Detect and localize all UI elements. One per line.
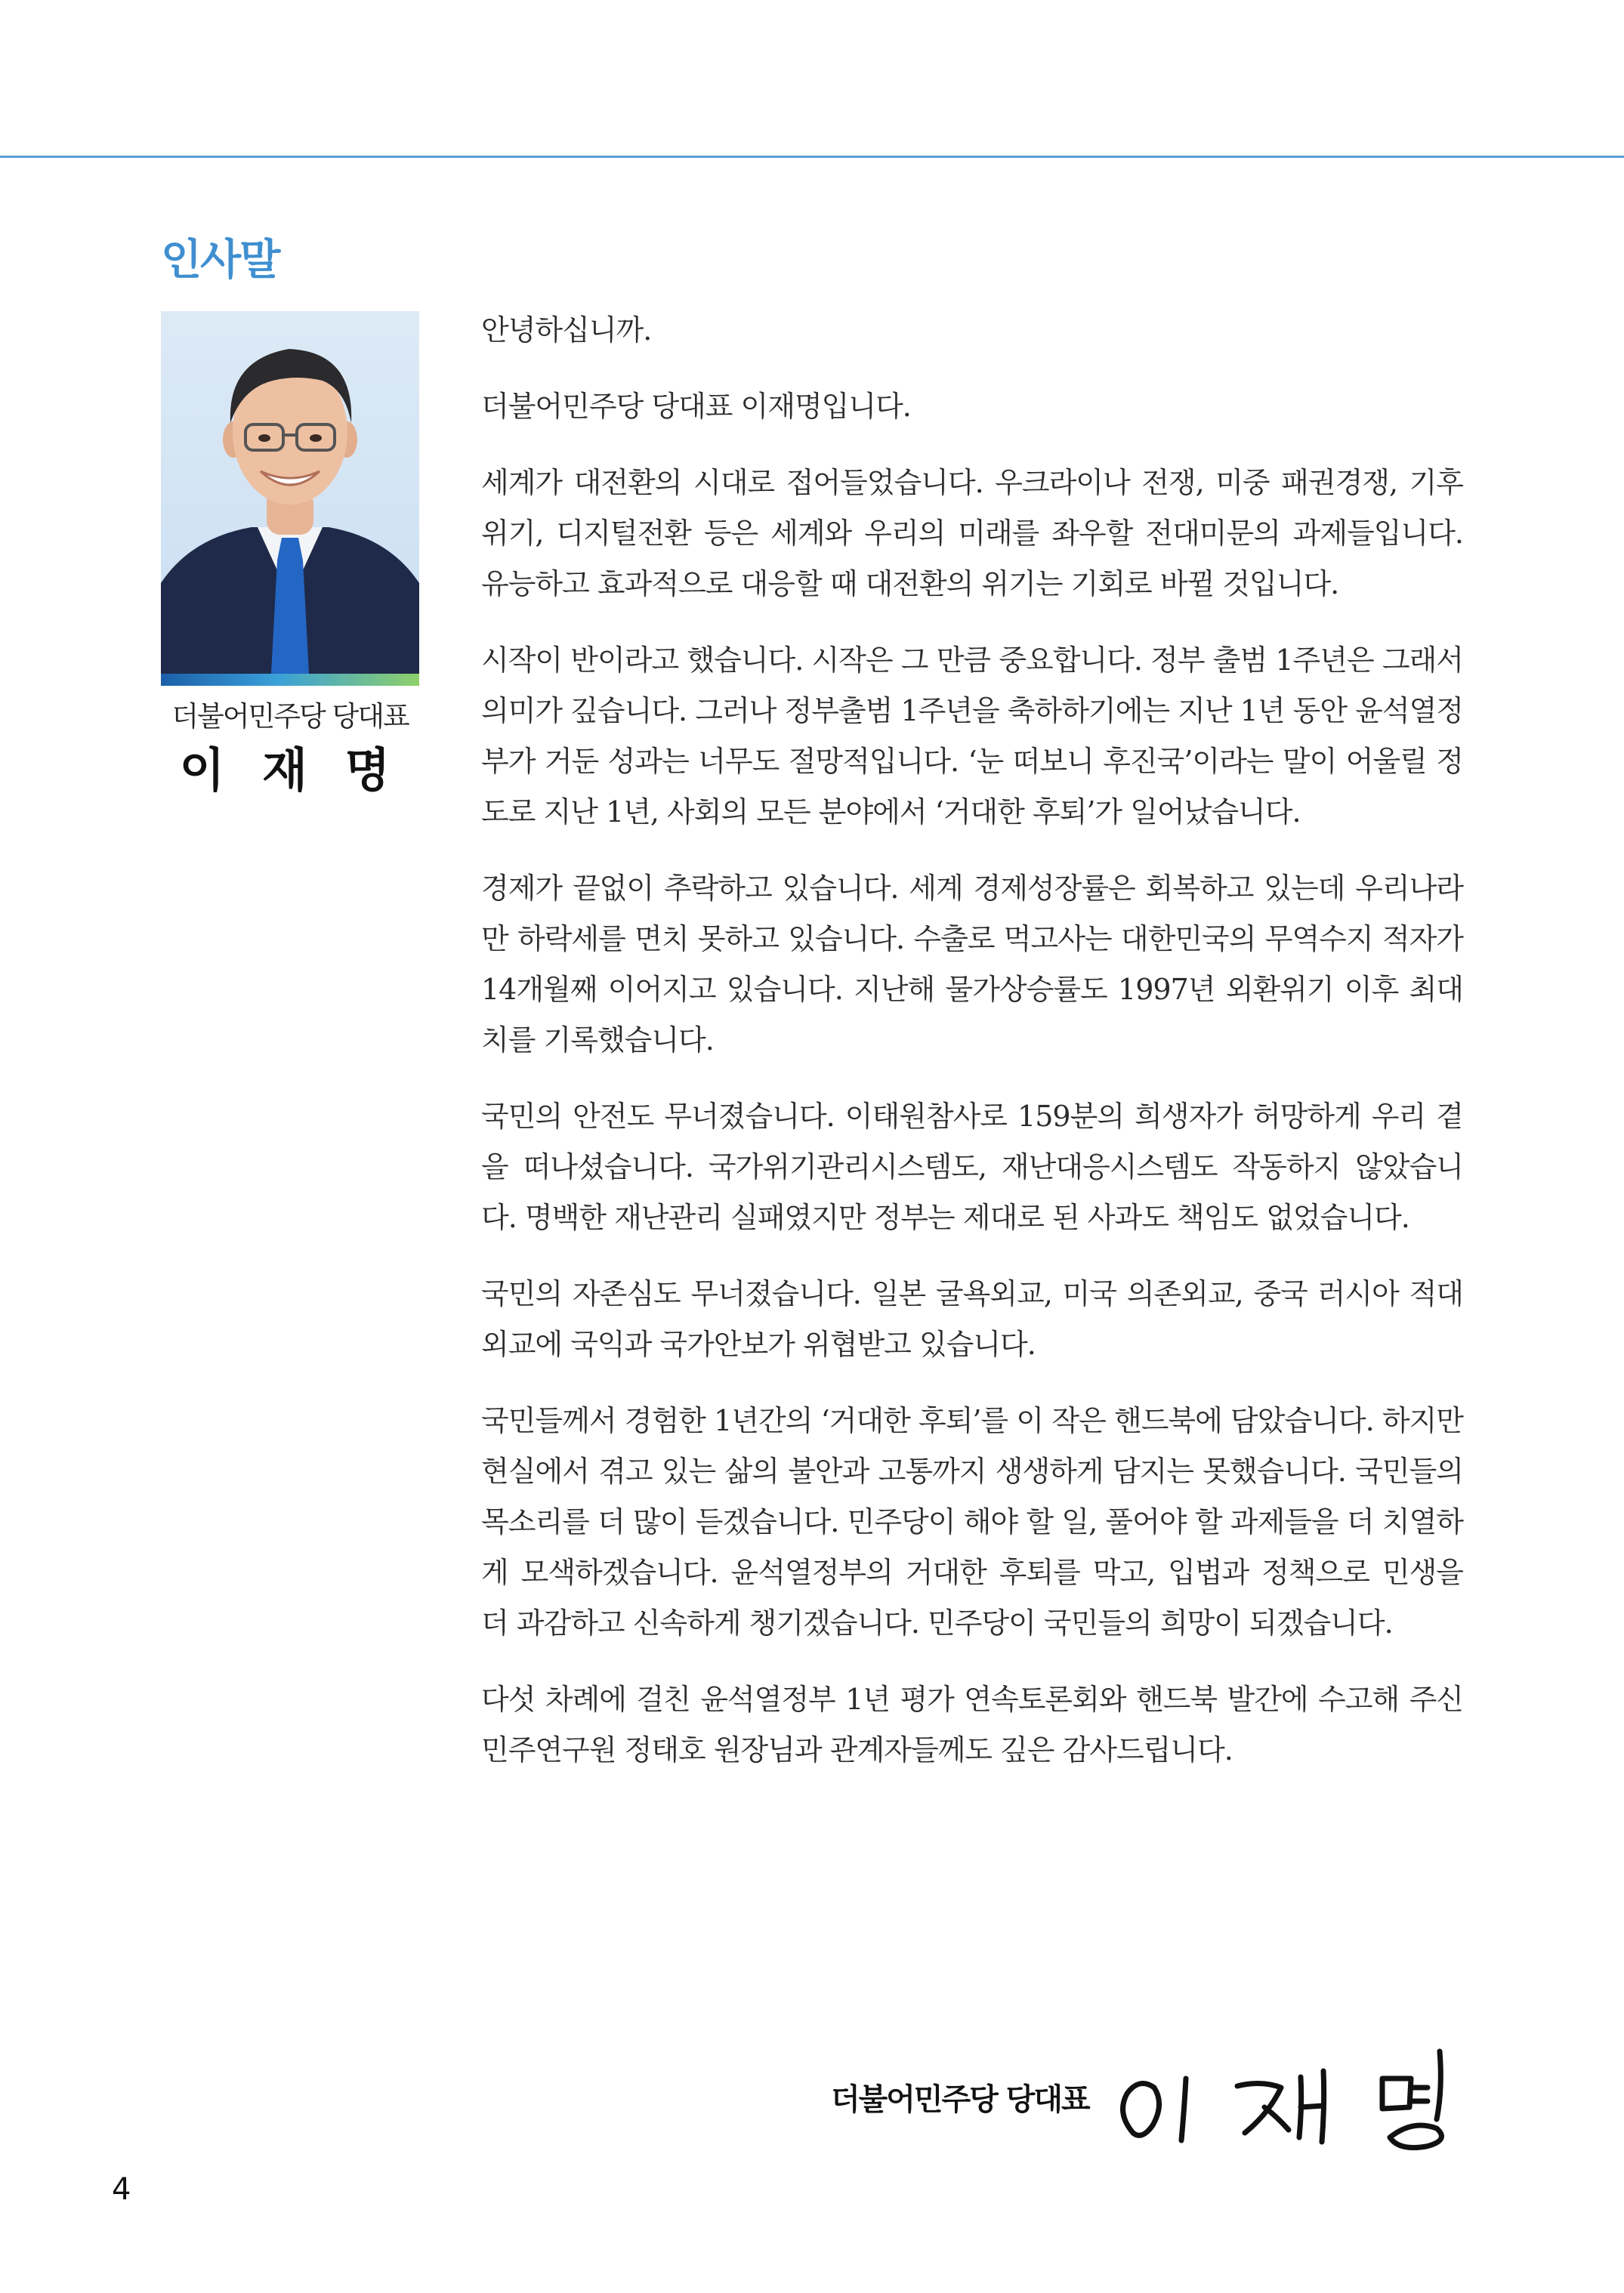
paragraph: 안녕하십니까. bbox=[481, 313, 652, 347]
header-rule bbox=[0, 156, 1624, 158]
portrait-accent-bar bbox=[161, 674, 419, 686]
signature-role: 더불어민주당 당대표 bbox=[831, 2082, 1089, 2117]
handwritten-signature-icon bbox=[1110, 2041, 1473, 2154]
greeting-body bbox=[481, 305, 1463, 1801]
page-number: 4 bbox=[112, 2172, 131, 2207]
paragraph: 세계가 대전환의 시대로 접어들었습니다. 우크라이나 전쟁, 미중 패권경쟁, 기후위기, 디지털전환 등은 세계와 우리의 미래를 좌우할 전대미문의 과제들입니다. 유능하고 효과적으로 대응할 때 대전환의 위기는 기회로 바뀔 것입니다. bbox=[481, 466, 1463, 600]
paragraph: 시작이 반이라고 했습니다. 시작은 그 만큼 중요합니다. 정부 출범 1주년은 그래서 의미가 깊습니다. 그러나 정부출범 1주년을 축하하기에는 지난 1년 동안 윤석열정부가 거둔 성과는 너무도 절망적입니다. ‘눈 떠보니 후진국’이라는 말이 어울릴 정도로 지난 1년, 사회의 모든 분야에서 ‘거대한 후퇴’가 일어났습니다. bbox=[481, 643, 1464, 829]
caption-role: 더불어민주당 당대표 bbox=[171, 700, 409, 733]
paragraph: 더불어민주당 당대표 이재명입니다. bbox=[481, 390, 911, 423]
paragraph: 국민의 안전도 무너졌습니다. 이태원참사로 159분의 희생자가 허망하게 우리 곁을 떠나셨습니다. 국가위기관리시스템도, 재난대응시스템도 작동하지 않았습니다. 명백한 재난관리 실패였지만 정부는 제대로 된 사과도 책임도 없었습니다. bbox=[481, 1100, 1463, 1234]
paragraph: 국민들께서 경험한 1년간의 ‘거대한 후퇴’를 이 작은 핸드북에 담았습니다. 하지만 현실에서 겪고 있는 삶의 불안과 고통까지 생생하게 담지는 못했습니다. 국민들의 목소리를 더 많이 듣겠습니다. 민주당이 해야 할 일, 풀어야 할 과제들을 더 치열하게 모색하겠습니다. 윤석열정부의 거대한 후퇴를 막고, 입법과 정책으로 민생을 더 과감하고 신속하게 챙기겠습니다. 민주당이 국민들의 희망이 되겠습니다. bbox=[481, 1404, 1463, 1640]
portrait-photo bbox=[161, 311, 419, 686]
caption-name: 이 재 명 bbox=[179, 742, 401, 798]
paragraph: 다섯 차례에 걸친 윤석열정부 1년 평가 연속토론회와 핸드북 발간에 수고해 주신 민주연구원 정태호 원장님과 관계자들께도 깊은 감사드립니다. bbox=[481, 1683, 1463, 1767]
paragraph: 경제가 끝없이 추락하고 있습니다. 세계 경제성장률은 회복하고 있는데 우리나라만 하락세를 면치 못하고 있습니다. 수출로 먹고사는 대한민국의 무역수지 적자가 14개월째 이어지고 있습니다. 지난해 물가상승률도 1997년 외환위기 이후 최대치를 기록했습니다. bbox=[481, 872, 1463, 1057]
person-photo-icon bbox=[161, 311, 419, 686]
paragraph: 국민의 자존심도 무너졌습니다. 일본 굴욕외교, 미국 의존외교, 중국 러시아 적대외교에 국익과 국가안보가 위협받고 있습니다. bbox=[481, 1277, 1463, 1361]
section-title: 인사말 bbox=[161, 236, 279, 285]
